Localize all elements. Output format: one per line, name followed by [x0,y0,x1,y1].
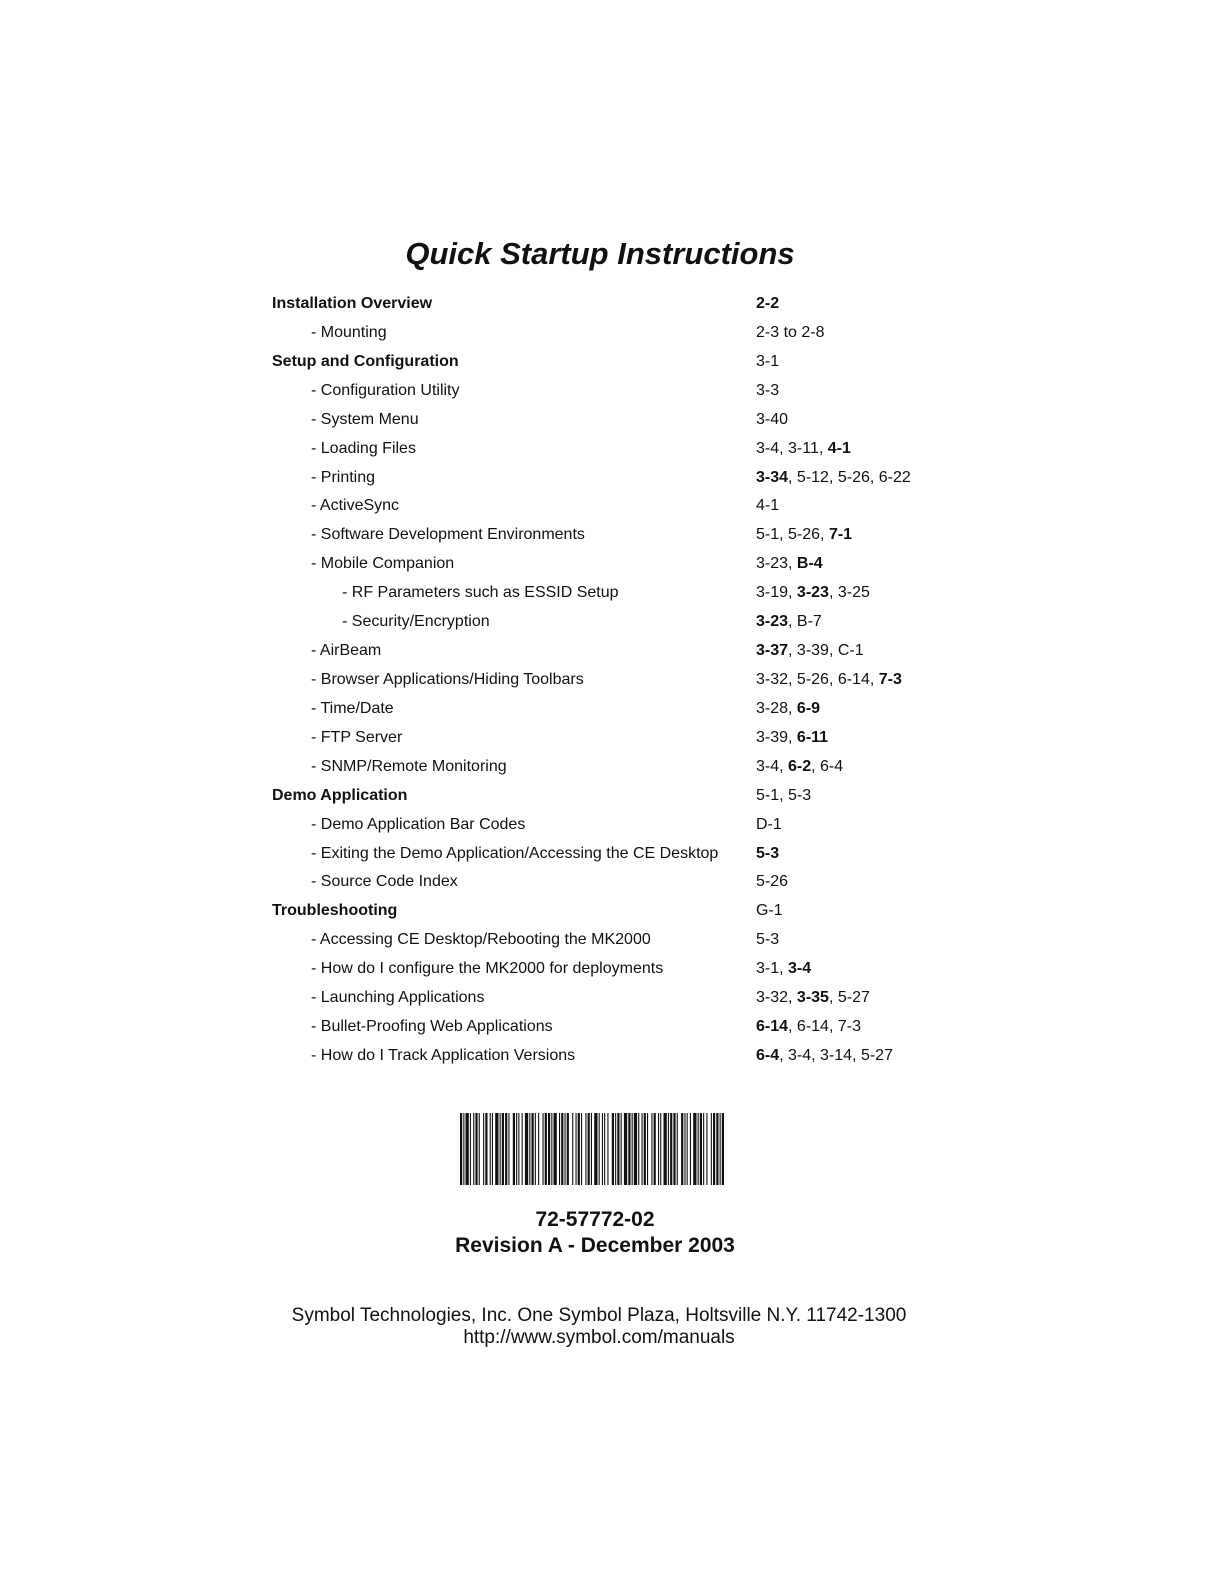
toc-entry-label: - Launching Applications [311,989,485,1007]
toc-entry-pages [756,492,779,521]
barcode-bar [551,1113,552,1185]
page-reference: D-1 [756,815,782,833]
barcode-bar [529,1113,530,1185]
toc-row [272,984,972,1013]
toc-entry-label: - Bullet-Proofing Web Applications [311,1018,553,1036]
barcode-bar [513,1113,515,1185]
page-title: Quick Startup Instructions [405,236,795,271]
barcode-bar [538,1113,539,1185]
toc-row [272,782,972,811]
page-reference: 5-3 [756,844,780,862]
toc-entry-pages [756,926,779,955]
toc-row [272,897,972,926]
page-reference: 3-40 [756,410,789,428]
toc-row [272,464,972,493]
toc-entry-label: - FTP Server [311,728,403,746]
barcode-bar [599,1113,600,1185]
toc-entry-label: Demo Application [272,786,408,804]
page-reference: 5-3 [756,931,780,949]
page-reference: , 5-12, 5-26, 6-22 [788,468,911,486]
page-reference: G-1 [756,902,783,920]
barcode-bar [617,1113,619,1185]
toc-entry-label: - Browser Applications/Hiding Toolbars [311,670,584,688]
barcode-bar [681,1113,683,1185]
page-reference: 3-35 [796,989,829,1007]
toc-entry-pages [756,521,852,550]
page-reference: 3-28, [756,699,797,717]
toc-entry-pages [756,348,779,377]
toc-row [272,521,972,550]
toc-entry-pages [756,319,824,348]
barcode-bar [654,1113,656,1185]
barcode-bar [713,1113,715,1185]
page-reference: , B-7 [788,613,822,631]
page-reference: 6-2 [788,757,812,775]
barcode-bar [516,1113,517,1185]
page-reference: 3-23 [756,613,789,631]
toc-row [272,955,972,984]
barcode-bar [647,1113,648,1185]
barcode-bar [543,1113,544,1185]
toc-entry-pages [756,840,779,869]
toc-entry-label: - Time/Date [311,699,394,717]
barcode-bar [668,1113,669,1185]
toc-row [272,724,972,753]
barcode-bar [475,1113,477,1185]
toc-entry-pages [756,868,788,897]
barcode-bar [502,1113,504,1185]
toc-entry-label: Setup and Configuration [272,352,459,370]
barcode-bar [664,1113,667,1185]
barcode-bar [660,1113,661,1185]
revision-text: Revision A - December 2003 [455,1234,735,1257]
barcode-bar [615,1113,616,1185]
page-reference: 6-14 [756,1018,789,1036]
toc-entry-pages [756,1042,893,1071]
page-reference: 7-3 [878,670,902,688]
toc-entry-pages [756,695,820,724]
page-reference: 6-4 [756,1046,780,1064]
page-reference: 3-32, 5-26, 6-14, [756,670,879,688]
toc-entry-label: - Mobile Companion [311,555,455,573]
barcode-bar [495,1113,498,1185]
barcode-bar [548,1113,550,1185]
page-reference: 5-1, 5-3 [756,786,812,804]
toc-row [272,840,972,869]
page-reference: B-4 [796,555,823,573]
toc-entry-pages [756,753,843,782]
page-reference: 6-9 [796,699,821,717]
barcode-bar [460,1113,462,1185]
page-reference: , 6-14, 7-3 [788,1018,861,1036]
barcode-bar [700,1113,702,1185]
barcode-bar [522,1113,523,1185]
toc-entry-label: - Software Development Environments [311,526,585,544]
page-reference: 3-4, [756,757,789,775]
barcode-bar [532,1113,534,1185]
toc-entry-pages [756,608,822,637]
page-reference: 2-3 to 2-8 [756,323,825,341]
toc-entry-label: - Accessing CE Desktop/Rebooting the MK2000 [311,931,651,949]
toc-row [272,608,972,637]
toc-row [272,550,972,579]
barcode-bar [576,1113,577,1185]
toc-entry-pages [756,377,779,406]
page-reference: 2-2 [756,295,780,312]
toc-row [272,1013,972,1042]
toc-row [272,868,972,897]
barcode-bar [658,1113,659,1185]
toc-entry-pages [756,550,823,579]
page-reference: , 6-4 [811,757,844,775]
part-number: 72-57772-02 [535,1208,655,1231]
manuals-url: http://www.symbol.com/manuals [463,1327,735,1348]
barcode-bar [687,1113,688,1185]
toc-entry-pages [756,464,911,493]
toc-row [272,811,972,840]
barcode-bar [500,1113,501,1185]
toc-row [272,666,972,695]
barcode-bar [706,1113,707,1185]
barcode-bar [690,1113,691,1185]
toc-row [272,290,972,319]
toc-entry-label: - RF Parameters such as ESSID Setup [342,584,619,602]
toc-row [272,492,972,521]
barcode-bar [554,1113,557,1185]
barcode-bar [720,1113,721,1185]
barcode-bar [651,1113,652,1185]
barcode-bar [602,1113,603,1185]
toc-entry-pages [756,724,828,753]
toc-entry-pages [756,955,811,984]
toc-entry-label: - How do I configure the MK2000 for deployments [311,960,664,978]
barcode-bar [628,1113,630,1185]
page-reference: , 3-4, 3-14, 5-27 [779,1046,893,1064]
barcode-bar [470,1113,471,1185]
barcode [460,1113,724,1185]
toc-entry-pages [756,290,779,319]
toc-row [272,377,972,406]
barcode-bar [463,1113,464,1185]
page-reference: 3-39, [756,728,797,746]
page-reference: 3-11, [788,439,828,457]
toc-row [272,435,972,464]
toc-entry-label: - System Menu [311,410,419,428]
toc-entry-label: - Loading Files [311,439,416,457]
barcode-bar [581,1113,582,1185]
page-reference: 7-1 [828,526,853,544]
barcode-bar [466,1113,469,1185]
page-reference: 3-32, [756,989,797,1007]
page-reference: 5-26 [756,873,789,891]
barcode-bar [492,1113,493,1185]
toc-entry-label: Troubleshooting [272,902,398,920]
table-of-contents [272,290,972,1071]
barcode-bar [479,1113,480,1185]
page-reference: , 3-25 [828,584,870,602]
barcode-bar [505,1113,507,1185]
page-reference: 4-1 [827,439,851,457]
toc-entry-label: - Mounting [311,323,387,341]
toc-row [272,319,972,348]
toc-row [272,753,972,782]
page-reference: 3-19, [756,584,797,602]
toc-row [272,695,972,724]
barcode-bar [588,1113,590,1185]
barcode-bar [559,1113,560,1185]
toc-entry-label: - Security/Encryption [342,613,490,631]
barcode-bar [644,1113,646,1185]
barcode-bar [535,1113,536,1185]
barcode-image [460,1113,724,1185]
toc-row [272,1042,972,1071]
barcode-bar [578,1113,580,1185]
barcode-bar [670,1113,672,1185]
barcode-bar [684,1113,685,1185]
barcode-bar [698,1113,699,1185]
toc-entry-pages [756,637,864,666]
barcode-bar [508,1113,509,1185]
toc-entry-pages [756,897,783,926]
page-reference: 4-1 [756,497,780,515]
barcode-bar [621,1113,622,1185]
toc-row [272,926,972,955]
toc-entry-label: Installation Overview [272,295,433,312]
company-address: Symbol Technologies, Inc. One Symbol Plaza, Holtsville N.Y. 11742-1300 [291,1305,907,1326]
barcode-bar [525,1113,528,1185]
barcode-bar [483,1113,484,1185]
toc-entry-pages [756,666,902,695]
barcode-bar [545,1113,547,1185]
barcode-bar [703,1113,704,1185]
toc-entry-label: - How do I Track Application Versions [311,1046,576,1064]
page-reference: 5-1, 5-26, [756,526,829,544]
toc-entry-label: - Exiting the Demo Application/Accessing the CE Desktop [311,844,719,862]
toc-entry-label: - Printing [311,468,376,486]
page-reference: 3-3 [756,381,780,399]
barcode-bar [585,1113,586,1185]
page-reference: 3-1 [756,352,780,370]
barcode-bar [518,1113,519,1185]
page-reference: 3-1, [756,960,789,978]
toc-entry-pages [756,782,811,811]
barcode-bar [677,1113,678,1185]
barcode-bar [638,1113,639,1185]
barcode-bar [634,1113,637,1185]
page-reference: 3-23 [796,584,829,602]
barcode-bar [490,1113,491,1185]
toc-entry-pages [756,406,788,435]
barcode-bar [722,1113,724,1185]
barcode-bar [485,1113,487,1185]
barcode-bar [591,1113,592,1185]
barcode-bar [632,1113,633,1185]
barcode-bar [673,1113,675,1185]
toc-row [272,406,972,435]
toc-entry-label: - AirBeam [311,642,382,660]
toc-entry-pages [756,579,870,608]
page-reference: , 3-39, C-1 [788,642,864,660]
page-reference: 3-23, [756,555,797,573]
barcode-bar [624,1113,627,1185]
barcode-bar [561,1113,563,1185]
barcode-bar [711,1113,712,1185]
barcode-bar [594,1113,597,1185]
toc-row [272,637,972,666]
barcode-bar [693,1113,696,1185]
page-reference: 6-11 [796,728,829,746]
toc-entry-pages [756,811,782,840]
barcode-bar [473,1113,474,1185]
barcode-bar [612,1113,614,1185]
toc-entry-pages [756,984,870,1013]
barcode-bar [567,1113,569,1185]
toc-entry-label: - Demo Application Bar Codes [311,815,526,833]
barcode-bar [642,1113,643,1185]
toc-row [272,348,972,377]
toc-entry-pages [756,435,851,464]
toc-row [272,579,972,608]
page-reference: 3-4 [788,960,812,978]
page-reference: 3-37 [756,642,789,660]
toc-entry-pages [756,1013,861,1042]
barcode-bar [716,1113,718,1185]
page-reference: 3-34 [756,468,789,486]
toc-entry-label: - Configuration Utility [311,381,460,399]
page-reference: 3-4, [756,439,789,457]
toc-entry-label: - SNMP/Remote Monitoring [311,757,507,775]
toc-entry-label: - Source Code Index [311,873,458,891]
barcode-bar [565,1113,566,1185]
toc-entry-label: - ActiveSync [311,497,400,515]
barcode-bar [604,1113,605,1185]
barcode-bar [607,1113,608,1185]
page-reference: , 5-27 [828,989,870,1007]
barcode-bar [572,1113,573,1185]
